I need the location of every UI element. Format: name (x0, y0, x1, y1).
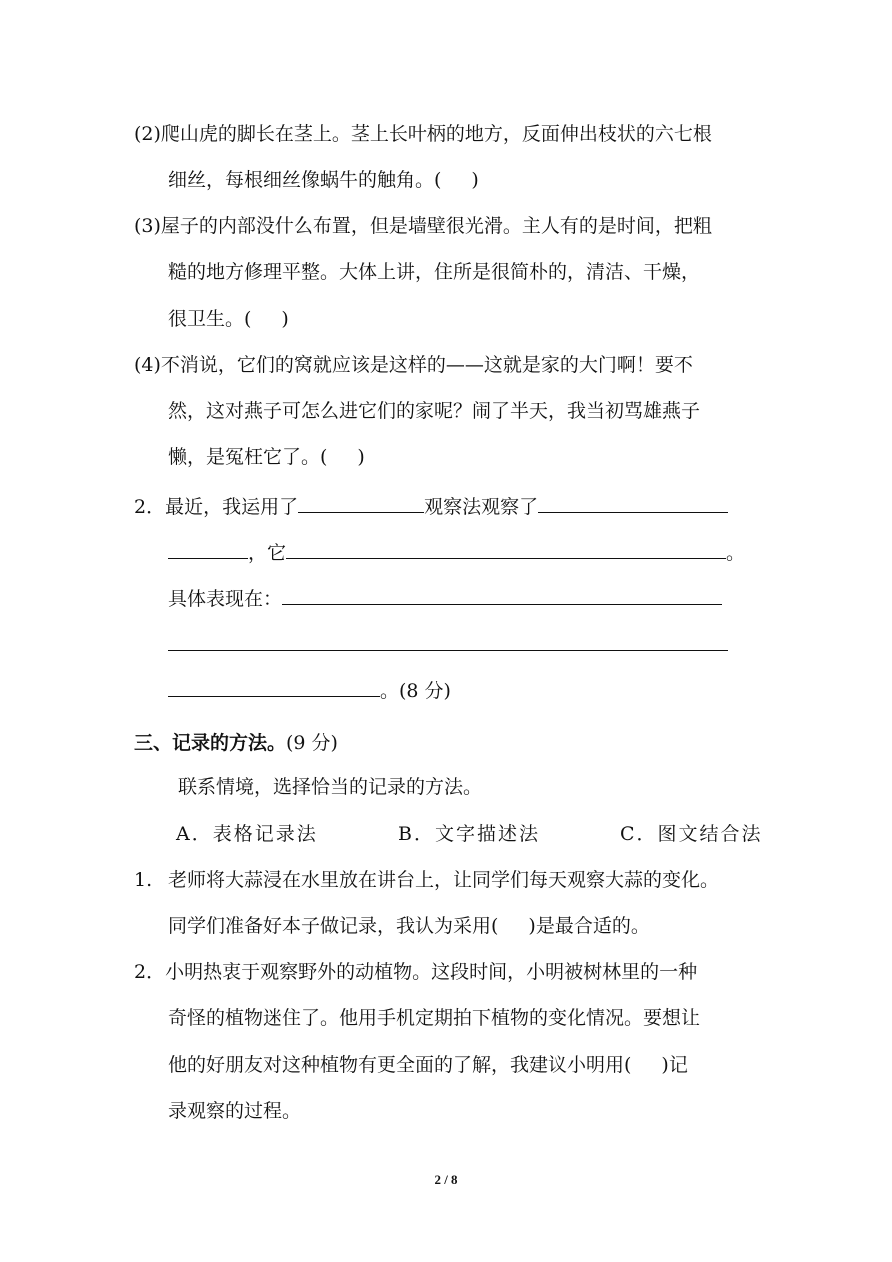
section-3-q1-line-1 (134, 868, 719, 892)
fill-blank-object-cont[interactable] (168, 538, 248, 559)
close-paren: ) (357, 446, 365, 468)
fill-text: 具体表现在： (168, 588, 283, 610)
option-c: C．图文结合法 (620, 823, 763, 845)
fill-question-line-1 (134, 492, 728, 519)
close-paren: ) (281, 308, 289, 330)
question-text: 同学们准备好本子做记录，我认为采用( (168, 915, 499, 937)
fill-question-line-3 (168, 584, 722, 611)
question-4-line-1: (4)不消说，它们的窝就应该是这样的——这就是家的大门啊！要不 (134, 354, 693, 376)
section-title: 三、记录的方法。 (134, 732, 287, 754)
fill-text: 最近，我运用了 (165, 496, 299, 518)
question-2-line-1: (2)爬山虎的脚长在茎上。茎上长叶柄的地方，反面伸出枝状的六七根 (134, 123, 712, 145)
question-number: 2． (134, 961, 166, 983)
option-b: B．文字描述法 (398, 823, 540, 845)
section-instruction: 联系情境，选择恰当的记录的方法。 (178, 776, 483, 798)
question-text: 老师将大蒜浸在水里放在讲台上，让同学们每天观察大蒜的变化。 (168, 869, 720, 891)
fill-question-line-5 (168, 676, 451, 703)
fill-text: 。 (726, 542, 746, 564)
fill-blank-description[interactable] (286, 538, 726, 559)
question-4-line-3 (168, 445, 365, 469)
section-3-q2-line-1 (134, 960, 697, 984)
option-a: A．表格记录法 (176, 823, 318, 845)
question-2-text: 细丝，每根细丝像蜗牛的触角。( (168, 169, 442, 191)
question-3-text: 很卫生。( (168, 308, 252, 330)
question-4-line-2: 然，这对燕子可怎么进它们的家呢？闹了半天，我当初骂雄燕子 (168, 400, 701, 422)
question-text: 小明热衷于观察野外的动植物。这段时间，小明被树林里的一种 (165, 961, 698, 983)
fill-blank-detail-end[interactable] (168, 676, 380, 697)
question-3-line-3 (168, 307, 289, 331)
section-3-q1-line-2 (168, 914, 650, 938)
question-2-line-2 (168, 168, 479, 192)
question-text: )是最合适的。 (528, 915, 650, 937)
fill-text: 。(8 分) (380, 680, 451, 702)
section-3-q2-line-2: 奇怪的植物迷住了。他用手机定期拍下植物的变化情况。要想让 (168, 1007, 701, 1029)
section-score: (9 分) (286, 732, 338, 754)
section-3-q2-line-3 (168, 1053, 688, 1077)
close-paren: ) (471, 169, 479, 191)
fill-blank-detail[interactable] (282, 584, 722, 605)
question-3-line-2: 糙的地方修理平整。大体上讲，住所是很简朴的，清洁、干燥， (168, 261, 701, 283)
fill-question-line-4 (168, 630, 728, 657)
question-number: 1. (134, 869, 153, 891)
page-number: 2 / 8 (434, 1172, 458, 1187)
question-text: )记 (661, 1054, 688, 1076)
question-text: 他的好朋友对这种植物有更全面的了解，我建议小明用( (168, 1054, 632, 1076)
question-4-text: 懒，是冤枉它了。( (168, 446, 328, 468)
section-3-q2-line-4: 录观察的过程。 (168, 1100, 302, 1122)
fill-blank-object[interactable] (538, 492, 728, 513)
section-3-heading (134, 731, 338, 755)
fill-blank-method[interactable] (298, 492, 424, 513)
fill-text: 观察法观察了 (424, 496, 539, 518)
question-number: 2． (134, 496, 166, 518)
fill-text: ，它 (248, 542, 287, 564)
question-3-line-1: (3)屋子的内部没什么布置，但是墙壁很光滑。主人有的是时间，把粗 (134, 215, 712, 237)
fill-blank-detail-cont[interactable] (168, 630, 728, 651)
fill-question-line-2 (168, 538, 745, 565)
